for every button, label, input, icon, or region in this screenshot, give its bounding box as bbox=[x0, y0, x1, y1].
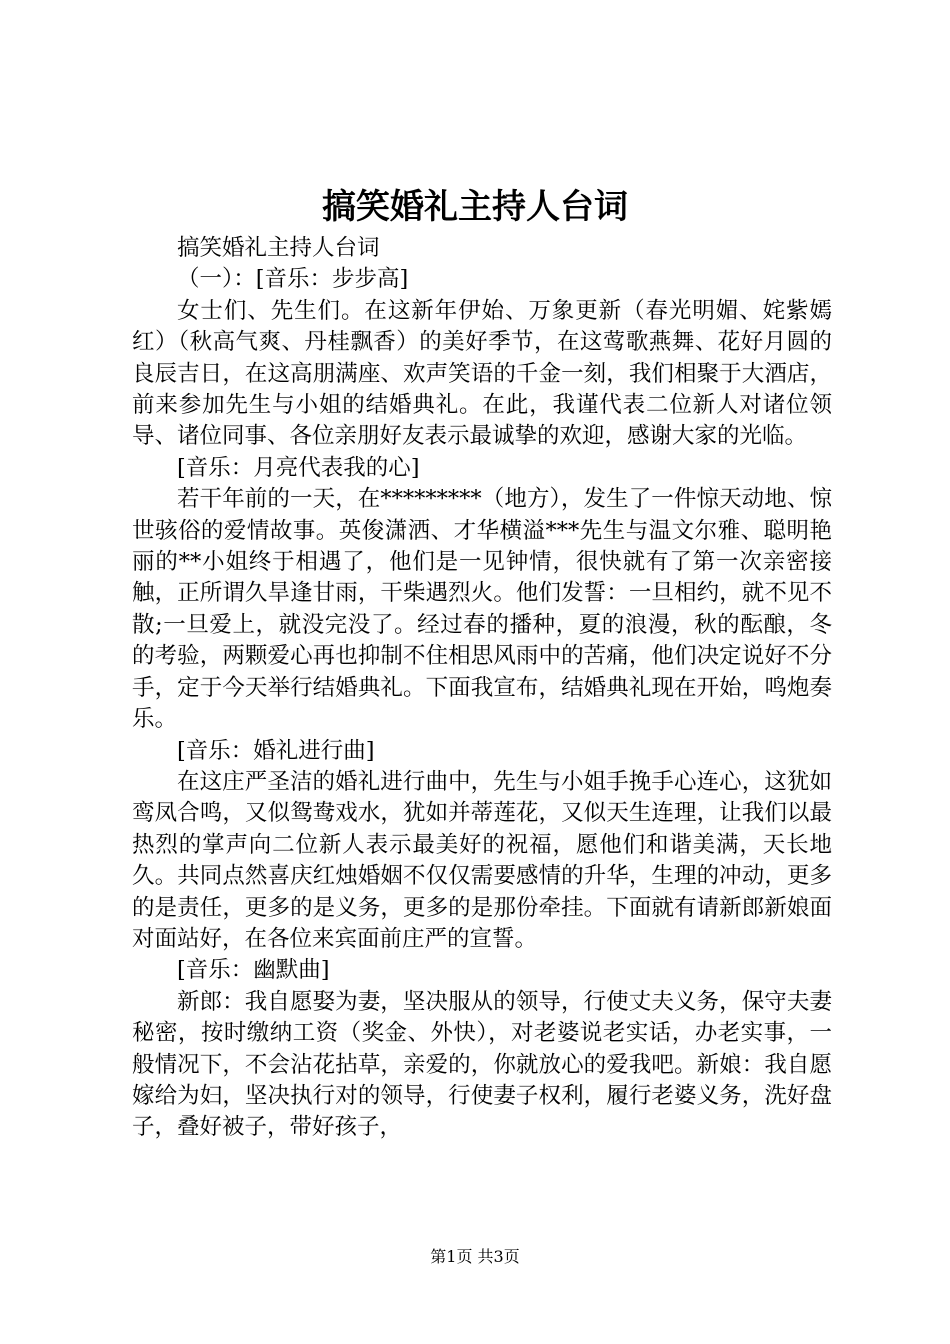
paragraph-music-cue-4: [音乐：幽默曲] bbox=[177, 957, 330, 984]
document-body bbox=[132, 233, 832, 1144]
paragraph-music-cue-1: （一）：[音乐：步步高] bbox=[177, 266, 409, 293]
page-number-footer: 第1页 共3页 bbox=[430, 1247, 520, 1266]
document-title: 搞笑婚礼主持人台词 bbox=[322, 187, 628, 227]
paragraph-vows: 新郎：我自愿娶为妻，坚决服从的领导，行使丈夫义务，保守夫妻秘密，按时缴纳工资（奖金、外快），对老婆说老实话，办老实事，一般情况下，不会沾花拈草，亲爱的，你就放心的爱我吧。新娘：我自愿嫁给为妇，坚决执行对的领导，行使妻子权利，履行老婆义务，洗好盘子，叠好被子，带好孩子， bbox=[132, 988, 832, 1141]
paragraph-subtitle: 搞笑婚礼主持人台词 bbox=[177, 235, 380, 261]
paragraph-opening: 女士们、先生们。在这新年伊始、万象更新（春光明媚、姹紫嫣红）（秋高气爽、丹桂飘香）的美好季节，在这莺歌燕舞、花好月圆的良辰吉日，在这高朋满座、欢声笑语的千金一刻，我们相聚于大酒店，前来参加先生与小姐的结婚典礼。在此，我谨代表二位新人对诸位领导、诸位同事、各位亲朋好友表示最诚挚的欢迎，感谢大家的光临。 bbox=[132, 297, 832, 450]
paragraph-music-cue-2: [音乐：月亮代表我的心] bbox=[177, 454, 420, 481]
paragraph-wedding-march: 在这庄严圣洁的婚礼进行曲中，先生与小姐手挽手心连心，这犹如鸾凤合鸣，又似鸳鸯戏水，犹如并蒂莲花，又似天生连理，让我们以最热烈的掌声向二位新人表示最美好的祝福，愿他们和谐美满，天长地久。共同点然喜庆红烛婚姻不仅仅需要感情的升华，生理的冲动，更多的是责任，更多的是义务，更多的是那份牵挂。下面就有请新郎新娘面对面站好，在各位来宾面前庄严的宣誓。 bbox=[132, 768, 832, 952]
paragraph-love-story: 若干年前的一天，在*********（地方），发生了一件惊天动地、惊世骇俗的爱情故事。英俊潇洒、才华横溢***先生与温文尔雅、聪明艳丽的**小姐终于相遇了，他们是一见钟情，很快就有了第一次亲密接触，正所谓久旱逢甘雨，干柴遇烈火。他们发誓：一旦相约，就不见不散;一旦爱上，就没完没了。经过春的播种，夏的浪漫，秋的酝酿，冬的考验，两颗爱心再也抑制不住相思风雨中的苦痛，他们决定说好不分手，定于今天举行结婚典礼。下面我宣布，结婚典礼现在开始，鸣炮奏乐。 bbox=[132, 486, 832, 733]
paragraph-music-cue-3: [音乐：婚礼进行曲] bbox=[177, 737, 375, 764]
